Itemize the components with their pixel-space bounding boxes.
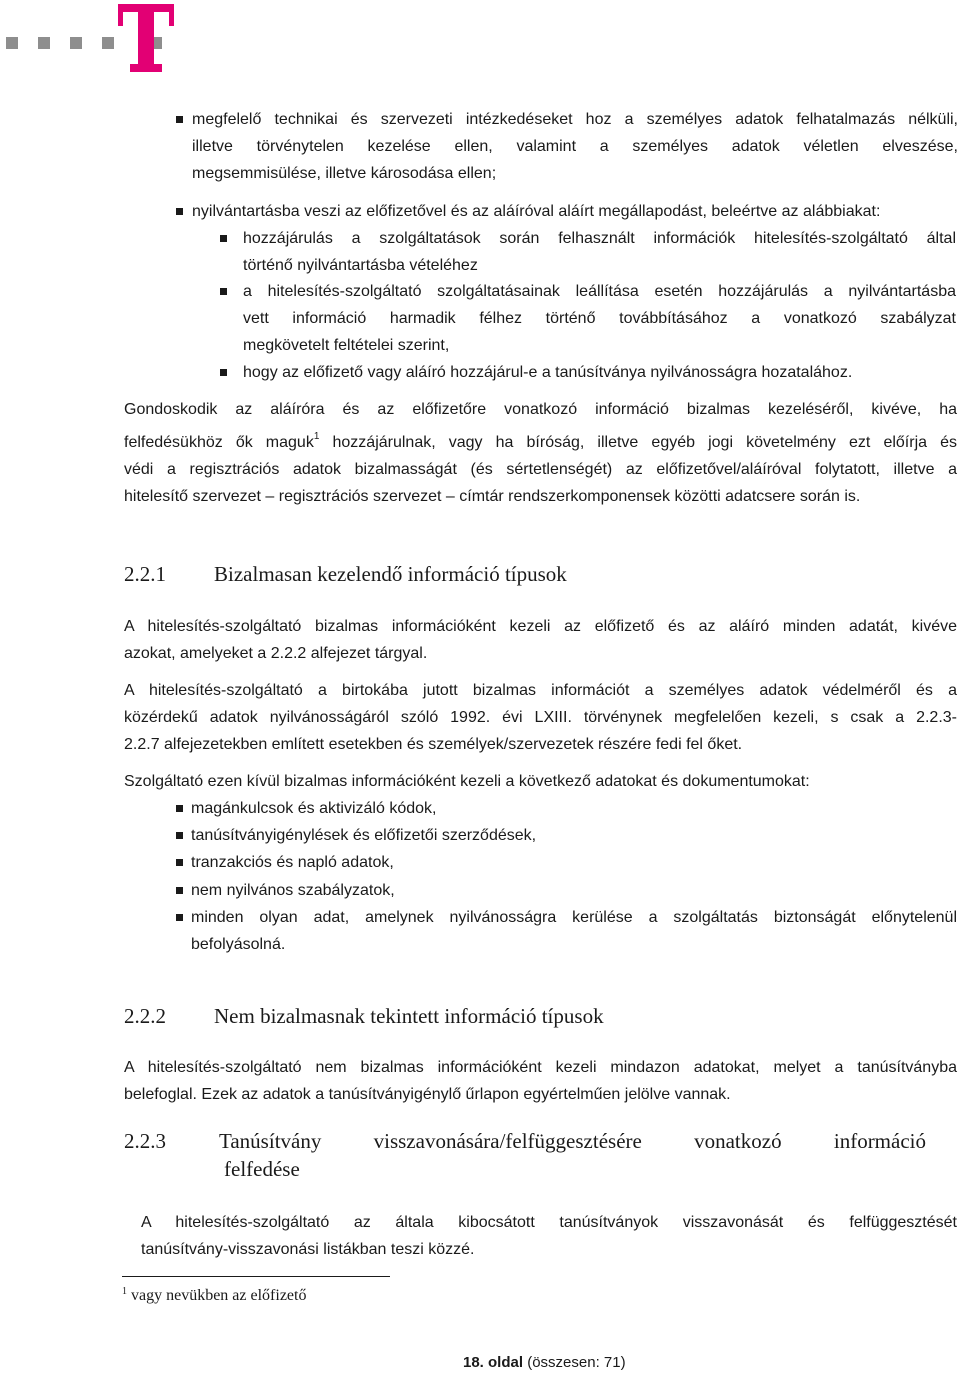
sub-bullet-item: hozzájárulás a szolgáltatások során felhasznált információk hitelesítés-szolgáltató által történő nyilvántartásba vételéhez xyxy=(243,230,956,274)
bullet-marker xyxy=(176,832,183,839)
bullet-marker xyxy=(176,208,183,215)
sub-bullet-marker xyxy=(220,288,227,295)
bullet-marker xyxy=(176,914,183,921)
footnote: $^1$ vagy nevükben az előfizető xyxy=(122,1286,307,1304)
paragraph: A hitelesítés-szolgáltató bizalmas információként kezeli az előfizető és az aláíró minden adatát, kivéve azokat, amelyeket a 2.2.2 alfejezet tárgyal. xyxy=(124,618,957,662)
bullet-marker xyxy=(176,859,183,866)
paragraph: A hitelesítés-szolgáltató a birtokába jutott bizalmas információt a személyes adatok védelméről és a közérdekű adatok nyilvánosságáról szóló 1992. évi LXIII. törvénynek megfelelően kezeli, s csak a 2.2.3- 2.2.7 alfejezetekben említett esetekben és személyek/szervezetek részére fedi fel őket. xyxy=(124,682,957,753)
paragraph-gondoskodik: Gondoskodik az aláíróra és az előfizetőre vonatkozó információ bizalmas kezeléséről, kivéve, ha felfedésükhöz ők maguk$^1$ hozzájárulnak, vagy ha bíróság, illetve egyéb jogi követelmény ezt előírja és védi a regisztrációs adatok bizalmasságát (és sértetlenségét) az előfizetővel/aláíróval folytatott, illetve a hitelesítő szervezet – regisztrációs szervezet – címtár rendszerkomponensek közötti adatcsere során is. xyxy=(124,401,958,505)
bullet-item: nyilvántartásba veszi az előfizetővel és az aláíróval aláírt megállapodást, beleértve az alábbiakat: xyxy=(192,203,881,220)
footnote-rule xyxy=(122,1276,390,1277)
sub-bullet-item: hogy az előfizető vagy aláíró hozzájárul-e a tanúsítványa nyilvánosságra hozatalához. xyxy=(243,364,853,381)
section-heading-2-2-3-title: Tanúsítvány visszavonására/felfüggesztésére vonatkozó információ xyxy=(219,1129,926,1153)
bullet-marker xyxy=(176,887,183,894)
section-heading-2-2-3-title-cont: felfedése xyxy=(224,1157,300,1181)
sub-bullet-marker xyxy=(220,369,227,376)
logo-dots xyxy=(6,37,206,49)
bullet-item: megfelelő technikai és szervezeti intézkedéseket hoz a személyes adatok felhatalmazás nélküli, illetve törvénytelen kezelése ellen, valamint a személyes adatok véletlen elveszése, megsemmisülése, illetve károsodása ellen; xyxy=(192,111,958,182)
list-item: minden olyan adat, amelynek nyilvánosságra kerülése a szolgáltatás biztonságát előnytelenül befolyásolná. xyxy=(191,909,957,953)
list-item: nem nyilvános szabályzatok, xyxy=(191,882,395,899)
list-item: tanúsítványigénylések és előfizetői szerződések, xyxy=(191,827,537,844)
footnote-ref: 1 xyxy=(313,431,320,442)
list-item: magánkulcsok és aktivizáló kódok, xyxy=(191,800,437,817)
list-item: tranzakciós és napló adatok, xyxy=(191,854,394,871)
page-footer: 18. oldal (összesen: 71) xyxy=(463,1354,626,1371)
bullet-marker xyxy=(176,116,183,123)
sub-bullet-item: a hitelesítés-szolgáltató szolgáltatásainak leállítása esetén hozzájárulás a nyilvántartásba vett információ harmadik félhez történő továbbításához a vonatkozó szabályzat megkövetelt feltételei szerint, xyxy=(243,283,956,354)
sub-bullet-marker xyxy=(220,235,227,242)
paragraph: A hitelesítés-szolgáltató az általa kibocsátott tanúsítványok visszavonását és felfüggesztését tanúsítvány-visszavonási listákban teszi közzé. xyxy=(141,1214,957,1258)
paragraph: A hitelesítés-szolgáltató nem bizalmas információként kezeli mindazon adatokat, melyet a tanúsítványba belefoglal. Ezek az adatok a tanúsítványigénylő űrlapon egyértelműen jelölve vannak. xyxy=(124,1059,957,1103)
telekom-t-logo-icon xyxy=(118,4,174,72)
paragraph: Szolgáltató ezen kívül bizalmas információként kezeli a következő adatokat és dokumentumokat: xyxy=(124,773,810,790)
bullet-marker xyxy=(176,805,183,812)
